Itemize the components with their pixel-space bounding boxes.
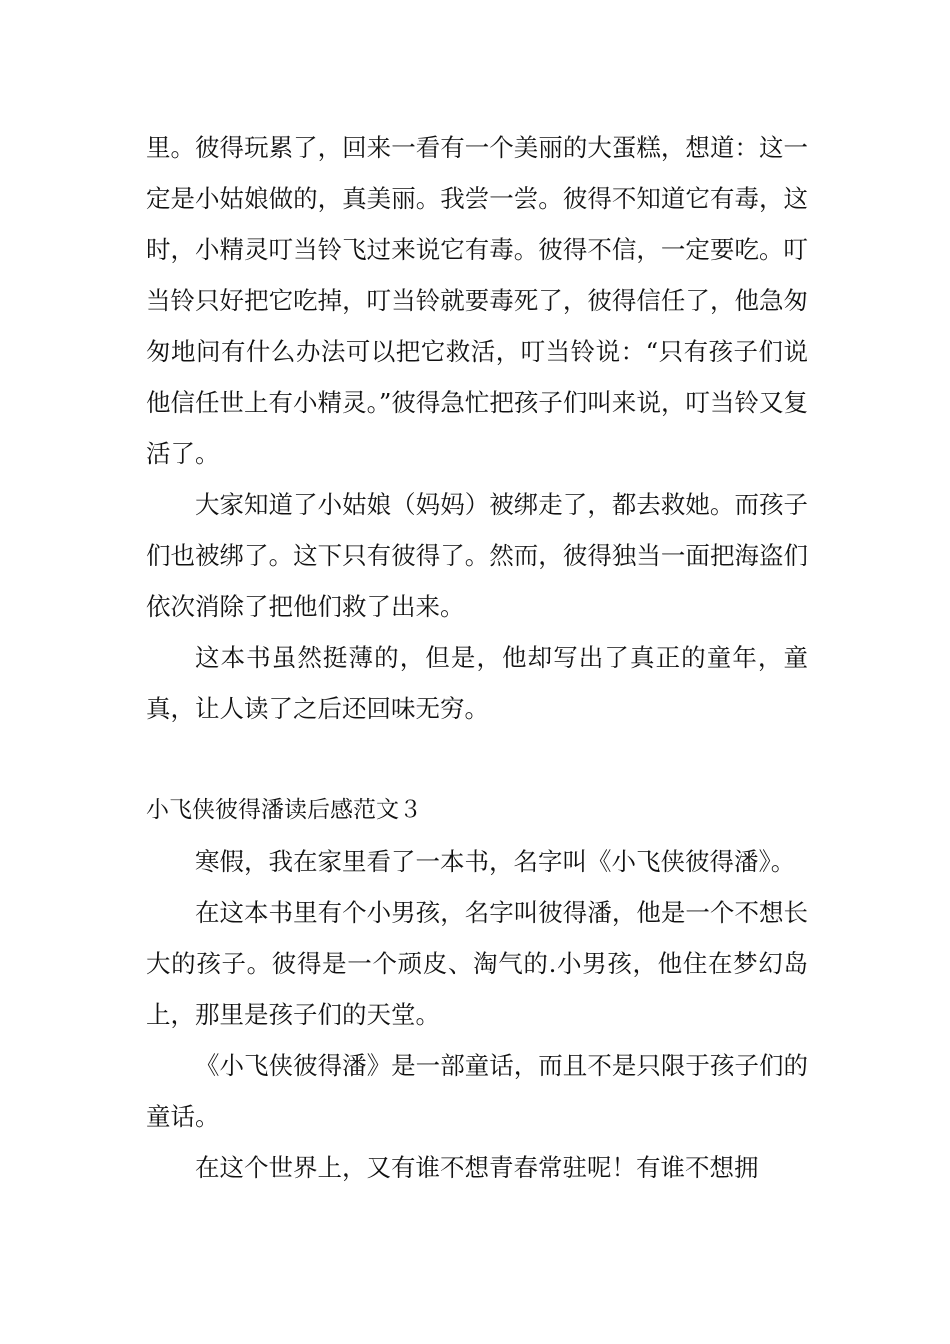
paragraph-1: 里。彼得玩累了，回来一看有一个美丽的大蛋糕，想道：这一定是小姑娘做的，真美丽。我尝一尝。彼得不知道它有毒，这时，小精灵叮当铃飞过来说它有毒。彼得不信，一定要吃。叮当铃只好把它吃掉，叮当铃就要毒死了，彼得信任了，他急匆匆地问有什么办法可以把它救活，叮当铃说：“只有孩子们说他信任世上有小精灵。”彼得急忙把孩子们叫来说，叮当铃又复活了。 <box>146 133 808 468</box>
paragraph-6: 《小飞侠彼得潘》是一部童话，而且不是只限于孩子们的童话。 <box>146 1051 808 1131</box>
paragraph-5: 在这本书里有个小男孩，名字叫彼得潘，他是一个不想长大的孩子。彼得是一个顽皮、淘气的.小男孩，他住在梦幻岛上，那里是孩子们的天堂。 <box>146 898 808 1029</box>
section-heading: 小飞侠彼得潘读后感范文３ <box>146 797 422 823</box>
paragraph-2: 大家知道了小姑娘（妈妈）被绑走了，都去救她。而孩子们也被绑了。这下只有彼得了。然而，彼得独当一面把海盗们依次消除了把他们救了出来。 <box>146 490 808 621</box>
paragraph-7: 在这个世界上，又有谁不想青春常驻呢！有谁不想拥 <box>195 1153 759 1182</box>
paragraph-4: 寒假，我在家里看了一本书，名字叫《小飞侠彼得潘》。 <box>195 847 796 876</box>
document-body <box>146 122 808 1193</box>
section-gap <box>146 734 808 785</box>
paragraph-3: 这本书虽然挺薄的，但是，他却写出了真正的童年，童真，让人读了之后还回味无穷。 <box>146 643 808 723</box>
